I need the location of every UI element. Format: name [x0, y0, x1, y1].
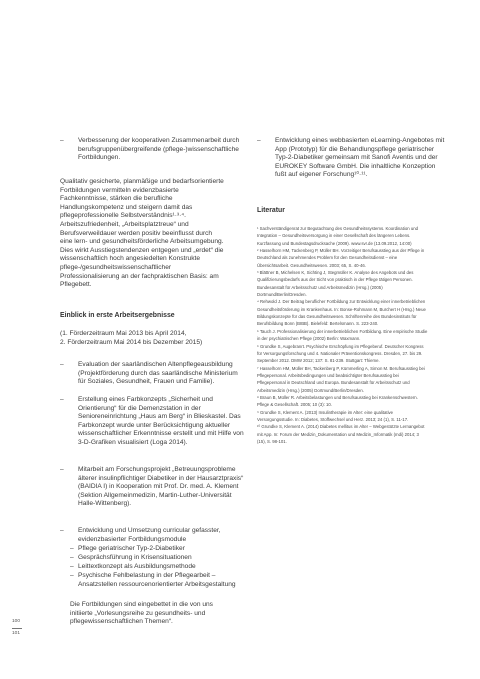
- reference-item: ² Hasselhorn HM, Tackenberg P, Müller BH. Vorzeitiger Berufsausstieg aus der Pflege in Deutschland als zunehmendes Problem für den Gesundheitsdienst – eine Übersichtsarbeit. Gesundheitswesen. 2003; 65, S. 40-46.: [257, 248, 425, 268]
- page-number-divider: [12, 628, 22, 629]
- reference-item: ¹ Sachverständigenrat zur Begutachtung des Gesundheitssystems. Koordination und Integration – Gesundheitsversorgung in einer Gesellschaft des längeren Lebens. Kurzfassung und Bundestagsdrucksache (2009). www.svr.de (13.09.2012, 14:00): [257, 226, 418, 246]
- dash-marker: –: [60, 466, 64, 473]
- dash-marker: –: [60, 361, 64, 368]
- bullet-research-project: – Mitarbeit am Forschungsprojekt „Betreuungsprobleme älterer insulinpflichtiger Diabetiker in der Hausarztpraxis“ (BAIDIA I) in Kooperation mit Prof. Dr. med. A. Klement (Sektion Allgemeinmedizin, Martin-Luther-Universität Halle-Wittenberg).: [60, 466, 244, 508]
- dash-marker: –: [257, 137, 261, 144]
- bullet-training-modules: – Entwicklung und Umsetzung curricular gefasster, evidenzbasierter Fortbildungsmodule: [60, 527, 221, 543]
- dash-marker: –: [60, 137, 64, 144]
- dash-marker: –: [70, 563, 74, 570]
- bullet-elearning: – Entwicklung eines webbasierten eLearning-Angebotes mit App (Prototyp) für die Behandlungspflege geriatrischer Typ-2-Diabetiker gemeinsam mit Sanofi Aventis und der EUROKEY Software GmbH. Die inhaltliche Konzeption fußt auf eigener Forschung¹⁰·¹¹.: [257, 137, 445, 179]
- page-number-left: 100: [12, 619, 21, 624]
- body-paragraph: Qualitativ gesicherte, planmäßige und bedarfsorientierte Fortbildungen vermitteln evidenzbasierte Fachkenntnisse, stärken die berufliche Handlungskompetenz und steigern damit das pflegeprofessionelle Selbstverständnis¹·³·⁴. Arbeitszufriedenheit, „Arbeitsplatztreue“ und Berufsverweildauer werden positiv beeinflusst durch eine lern- und gesundheitsförderliche Arbeitsumgebung. Dies wirkt Ausstiegstendenzen entgegen und „erdet“ die wissenschaftlich hoch angesiedelten Konstrukte pflege-/gesundheitswissenschaftlicher Professionalisierung an der fachpraktischen Basis: am Pflegebett.: [60, 178, 224, 289]
- bullet-color-concept: – Erstellung eines Farbkonzepts „Sicherheit und Orientierung“ für die Demenzstation in der Senioreneinrichtung „Haus am Berg“ in Blieskastel. Das Farbkonzept wurde unter Berücksichtigung aktueller wissenschaftlicher Erkenntnisse erstellt und mit Hilfe von 3-D-Grafiken visualisiert (Loga 2014).: [60, 396, 244, 446]
- sub-bullet-conversation: – Gesprächsführung in Krisensituationen: [70, 554, 192, 561]
- dash-marker: –: [70, 572, 74, 579]
- sub-bullet-leittext: – Leittextkonzept als Ausbildungsmethode: [70, 563, 196, 570]
- dash-marker: –: [70, 545, 74, 552]
- dash-marker: –: [60, 527, 64, 534]
- funding-periods: (1. Förderzeitraum Mai 2013 bis April 2014, 2. Förderzeitraum Mai 2014 bis Dezember 2015): [60, 330, 203, 346]
- reference-item: ⁸ Braun B, Müller R. Arbeitsbelastungen und Berufsausstieg bei Krankenschwestern. Pflege & Gesellschaft. 2005; 10 (3): 10.: [257, 394, 418, 408]
- sub-bullet-psychological-load: – Psychische Fehlbelastung in der Pflegearbeit – Ansatzstellen ressourcenorientierter Arbeitsgestaltung: [70, 572, 236, 588]
- reference-item: ⁷ Hasselhorn HM, Müller BH, Tackenberg P, Kümmerling A, Simon M. Berufsausstieg bei Pflegepersonal. Arbeitsbedingungen und beabsichtigter Berufsausstieg bei Pflegepersonal in Deutschland und Europa. Bundesanstalt für Arbeitsschutz und Arbeitsmedizin (Hrsg.) (2005) Dortmund/Berlin/Dresden.: [257, 365, 425, 393]
- reference-list: [257, 225, 428, 445]
- closing-paragraph: Die Fortbildungen sind eingebettet in die von uns initiierte „Vorlesungsreihe zu gesundheits- und pflegewissenschaftlichen Themen“.: [70, 601, 213, 626]
- reference-item: ¹⁰ Grundke S, Klement A. (2014) Diabetes mellitus im Alter – Webgestützte Lernangebot mit App. In: Forum der Medizin_Dokumentation und Medizin_Informatik (mdi) 2014; 3 (15), S. 98-101.: [257, 424, 425, 444]
- dash-marker: –: [70, 554, 74, 561]
- reference-item: ⁶ Grundke S, Augebranrt. Psychische Erschöpfung im Pflegeberuf. Deutscher Kongress für Versorgungsforschung und 4. Nationaler Präventionskongress. Dresden, 27. bis 29. September 2012. DMW 2012; 137: S. 81-239. Stuttgart: Thieme.: [257, 343, 424, 364]
- page-number-right: 101: [12, 631, 21, 636]
- sub-bullet-diabetes: – Pflege geriatrischer Typ-2-Diabetiker: [70, 545, 185, 552]
- bullet-evaluation: – Evaluation der saarländischen Altenpflegeausbildung (Projektförderung durch das saarländische Ministerium für Soziales, Gesundheit, Frauen und Familie).: [60, 361, 238, 386]
- reference-item: ⁹ Grundke S, Klement A. (2013) Insulintherapie im Alter: eine qualitative Versorgungsstudie. In: Diabetes, Stoffwechsel und Herz. 2013; 24 (1), S. 11-17.: [257, 409, 409, 422]
- reference-item: ³ Blättner B, Michelsen K, Sichting J, Stegmüller K. Analyse des Angebots und des Qualifizierungsbedarfs aus der Sicht von praktisch in der Pflege tätigen Personen. Bundesanstalt für Arbeitsschutz und Arbeitsmedizin (Hrsg.) (2005) Dortmund/Berlin/Dresden.: [257, 270, 414, 298]
- dash-marker: –: [60, 396, 64, 403]
- literature-heading: Literatur: [257, 207, 285, 214]
- section-heading: Einblick in erste Arbeitsergebnisse: [60, 312, 175, 319]
- reference-item: ⁵ Tauch J. Professionalisierung der innerbetrieblichen Fortbildung. Eine empirische Studie in der psychiatrischen Pflege (2002) Berlin: Waxmann.: [257, 328, 428, 342]
- reference-item: ⁴ Rehwold J. Der Beitrag beruflicher Fortbildung zur Entwicklung einer innerbetrieblichen Gesundheitsförderung im Krankenhaus. In: Bonse-Rohmann M, Burchert H (Hrsg.) Neue Bildungskonzepte für das Gesundheitswesen. Schriftenreihe des Bundesinstituts für Berufsbildung Bonn (BIBB). Bielefeld: Bertelsmann. S. 223-240.: [257, 299, 426, 327]
- bullet-cooperation: – Verbesserung der kooperativen Zusammenarbeit durch berufsgruppenübergreifende (pflege-)wissenschaftliche Fortbildungen.: [60, 137, 240, 162]
